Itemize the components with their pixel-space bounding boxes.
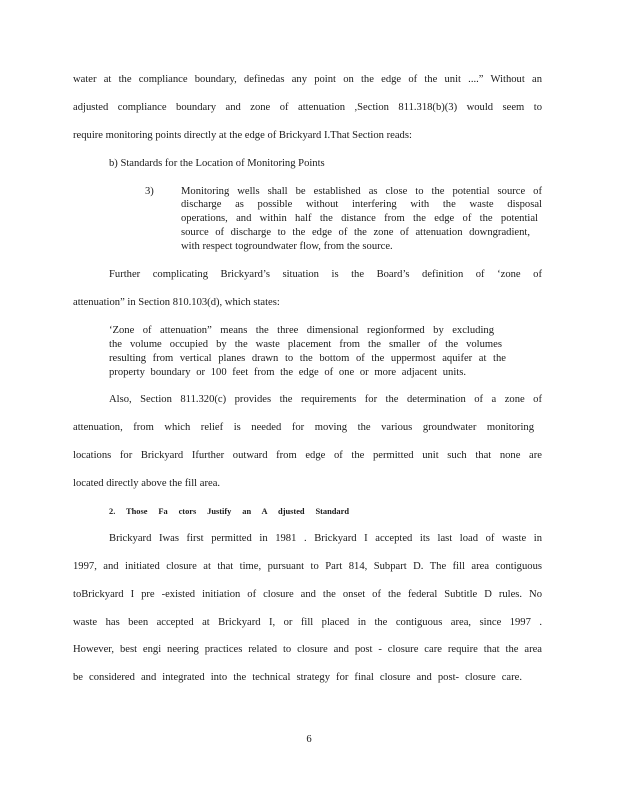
body-line: Further complicating Brickyard’s situation is the Board’s definition of ‘zone of	[109, 269, 542, 280]
quote-line: ‘Zone of attenuation” means the three dimensional regionformed by excluding	[109, 325, 494, 336]
item-line: with respect togroundwater flow, from the source.	[181, 241, 393, 252]
body-line: attenuation, from which relief is needed for moving the various groundwater monitoring	[73, 422, 534, 433]
body-line: toBrickyard I pre -existed initiation of closure and the onset of the federal Subtitle D rules. No	[73, 589, 542, 600]
body-line: Also, Section 811.320(c) provides the requirements for the determination of a zone of	[109, 394, 542, 405]
body-line: 1997, and initiated closure at that time, pursuant to Part 814, Subpart D. The fill area contiguous	[73, 561, 542, 572]
body-line: However, best engi neering practices related to closure and post - closure care require that the area	[73, 644, 542, 655]
quote-line: the volume occupied by the waste placement from the smaller of the volumes	[109, 339, 502, 350]
quote-line: property boundary or 100 feet from the edge of one or more adjacent units.	[109, 367, 466, 378]
item-number: 3)	[145, 186, 154, 197]
quote-line: resulting from vertical planes drawn to the bottom of the uppermost aquifer at the	[109, 353, 506, 364]
body-line: water at the compliance boundary, definedas any point on the edge of the unit ....” Without an	[73, 74, 542, 85]
subsection-heading: b) Standards for the Location of Monitoring Points	[109, 158, 325, 169]
section-heading: 2. Those Fa ctors Justify an A djusted Standard	[109, 507, 349, 516]
body-line: adjusted compliance boundary and zone of attenuation ,Section 811.318(b)(3) would seem to	[73, 102, 542, 113]
item-line: operations, and within half the distance from the edge of the potential	[181, 213, 538, 224]
page-number: 6	[306, 734, 312, 745]
body-line: attenuation” in Section 810.103(d), which states:	[73, 297, 280, 308]
body-line: require monitoring points directly at the edge of Brickyard I.That Section reads:	[73, 130, 412, 141]
item-line: source of discharge to the edge of the zone of attenuation downgradient,	[181, 227, 530, 238]
body-line: locations for Brickyard Ifurther outward from edge of the permitted unit such that none are	[73, 450, 542, 461]
body-line: waste has been accepted at Brickyard I, or fill placed in the contiguous area, since 1997 .	[73, 617, 542, 628]
body-line: located directly above the fill area.	[73, 478, 221, 489]
body-line: Brickyard Iwas first permitted in 1981 . Brickyard I accepted its last load of waste in	[109, 533, 542, 544]
body-line: be considered and integrated into the technical strategy for final closure and post- closure care.	[73, 672, 522, 683]
item-line: Monitoring wells shall be established as close to the potential source of	[181, 186, 542, 197]
item-line: discharge as possible without interfering with the waste disposal	[181, 199, 542, 210]
